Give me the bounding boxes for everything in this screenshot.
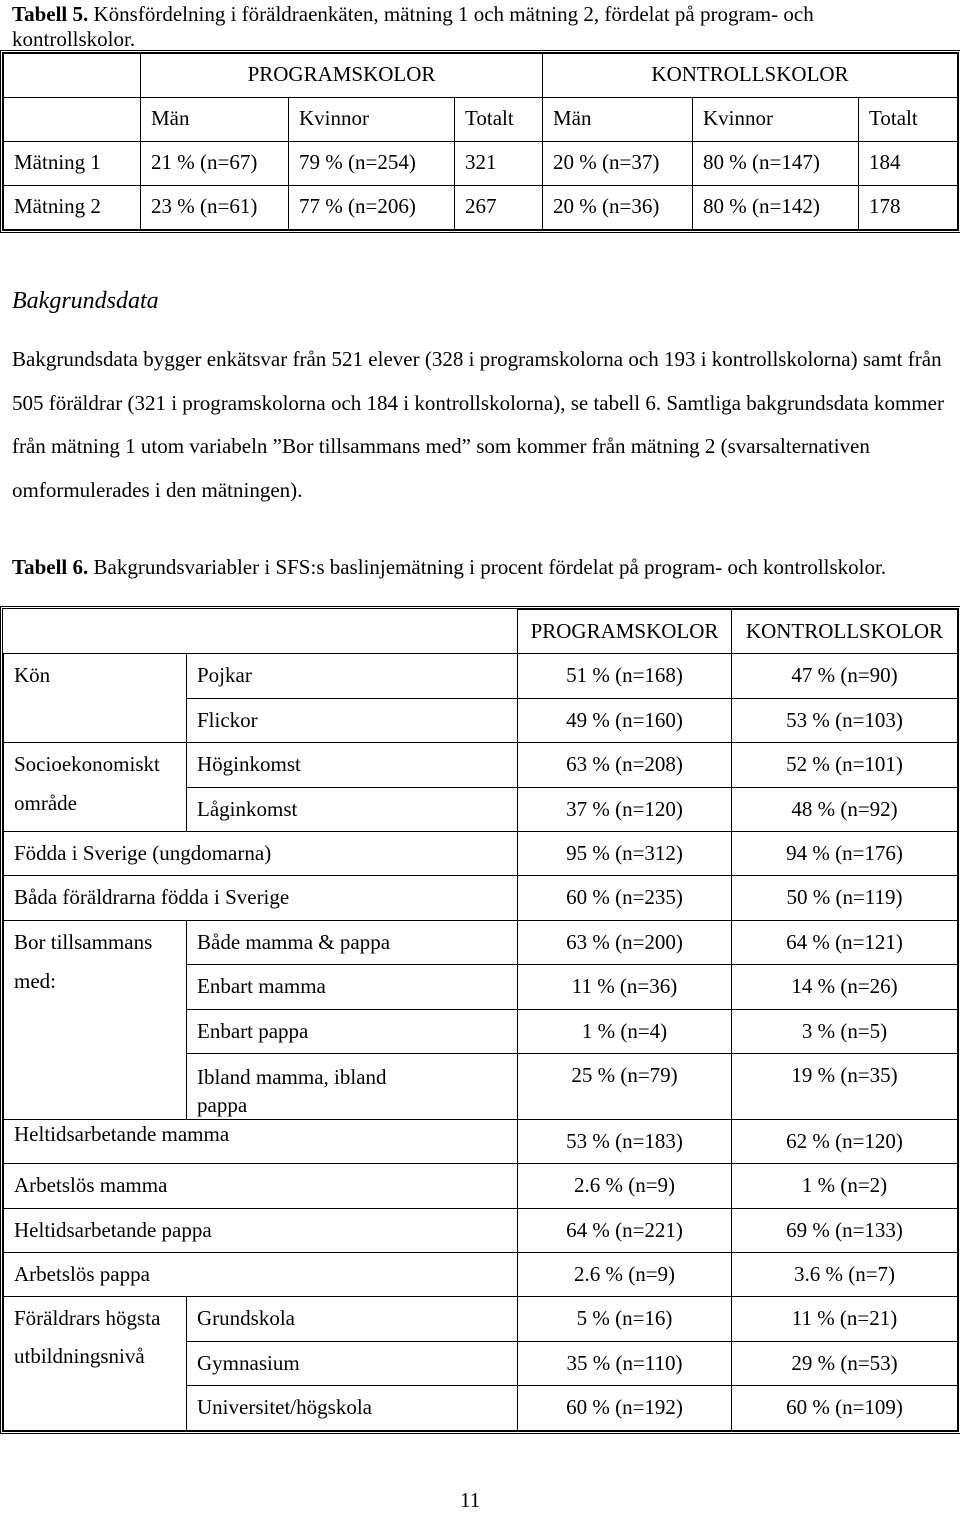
table5-caption-text: Könsfördelning i föräldraenkäten, mätning 1 och mätning 2, fördelat på program- och kontrollskolor. bbox=[12, 2, 814, 51]
table6-empty bbox=[4, 1009, 187, 1053]
table6-cell: 48 % (n=92) bbox=[732, 787, 958, 831]
table-row bbox=[4, 1341, 958, 1385]
table6-label: Arbetslös pappa bbox=[4, 1253, 518, 1297]
table-row bbox=[4, 654, 958, 698]
table6-cell: 2.6 % (n=9) bbox=[518, 1164, 732, 1208]
table6-cell: 25 % (n=79) bbox=[518, 1053, 732, 1119]
table-row bbox=[4, 787, 958, 831]
table6-cell: 53 % (n=103) bbox=[732, 698, 958, 742]
table6-cell: 60 % (n=192) bbox=[518, 1386, 732, 1430]
table5-cell: 23 % (n=61) bbox=[141, 186, 289, 230]
table6-cell: 62 % (n=120) bbox=[732, 1119, 958, 1163]
table6-label: Arbetslös mamma bbox=[4, 1164, 518, 1208]
table6-sub: Både mamma & pappa bbox=[187, 920, 518, 964]
table-row bbox=[4, 1053, 958, 1119]
table6-sub: Låginkomst bbox=[187, 787, 518, 831]
table6-label: Födda i Sverige (ungdomarna) bbox=[4, 831, 518, 875]
table5-caption-bold: Tabell 5. bbox=[12, 2, 89, 26]
section-paragraph: Bakgrundsdata bygger enkätsvar från 521 elever (328 i programskolorna och 193 i kontrollskolorna) samt från 505 föräldrar (321 i programskolorna och 184 i kontrollskolorna), se tabell 6. Samtliga bakgrundsdata kommer från mätning 1 utom variabeln ”Bor tillsammans med” som kommer från mätning 2 (svarsalternativen omformulerades i den mätningen). bbox=[12, 347, 944, 502]
table-row bbox=[4, 698, 958, 742]
table5-sub: Totalt bbox=[859, 98, 958, 142]
table6-kon: Kön bbox=[4, 654, 187, 698]
table5-cell: 20 % (n=37) bbox=[543, 142, 693, 186]
table6-empty bbox=[4, 698, 187, 742]
table-row bbox=[4, 876, 958, 920]
table6-cell: 29 % (n=53) bbox=[732, 1341, 958, 1385]
table6-cell: 49 % (n=160) bbox=[518, 698, 732, 742]
table6-cell: 50 % (n=119) bbox=[732, 876, 958, 920]
table6-sub: Universitet/högskola bbox=[187, 1386, 518, 1430]
table6-col-ctrl: KONTROLLSKOLOR bbox=[732, 610, 958, 654]
table6-cell: 60 % (n=109) bbox=[732, 1386, 958, 1430]
table6 bbox=[3, 609, 958, 1431]
table6-empty bbox=[4, 1053, 187, 1119]
table-row bbox=[4, 142, 958, 186]
table6-caption-text: Bakgrundsvariabler i SFS:s baslinjemätning i procent fördelat på program- och kontrollskolor. bbox=[88, 555, 887, 579]
table5-cell: 80 % (n=147) bbox=[693, 142, 859, 186]
table5-corner bbox=[4, 54, 141, 98]
table5-sub: Män bbox=[543, 98, 693, 142]
table6-cell: 5 % (n=16) bbox=[518, 1297, 732, 1341]
table5-cell: 267 bbox=[455, 186, 543, 230]
table-row bbox=[4, 965, 958, 1009]
table6-sub: Höginkomst bbox=[187, 743, 518, 787]
table6-sub: Flickor bbox=[187, 698, 518, 742]
table6-cell: 60 % (n=235) bbox=[518, 876, 732, 920]
table5-cell: 21 % (n=67) bbox=[141, 142, 289, 186]
table6-corner bbox=[4, 610, 518, 654]
table6-fu1: Föräldrars högsta bbox=[4, 1297, 187, 1341]
table-row bbox=[4, 1297, 958, 1341]
table6-sub-ibland bbox=[187, 1053, 518, 1119]
table5-row-label: Mätning 1 bbox=[4, 142, 141, 186]
table6-cell: 35 % (n=110) bbox=[518, 1341, 732, 1385]
table6-sub: Enbart pappa bbox=[187, 1009, 518, 1053]
table-row bbox=[4, 1119, 958, 1163]
table6-cell: 64 % (n=121) bbox=[732, 920, 958, 964]
section-heading: Bakgrundsdata bbox=[12, 288, 159, 314]
table5-sub: Kvinnor bbox=[289, 98, 455, 142]
page-number: 11 bbox=[460, 1488, 481, 1512]
table5-group-ctrl: KONTROLLSKOLOR bbox=[543, 54, 958, 98]
table6-cell: 1 % (n=2) bbox=[732, 1164, 958, 1208]
table6-label: Båda föräldrarna födda i Sverige bbox=[4, 876, 518, 920]
table-row bbox=[4, 1009, 958, 1053]
table6-sub: Grundskola bbox=[187, 1297, 518, 1341]
table6-cell: 63 % (n=200) bbox=[518, 920, 732, 964]
table6-cell: 63 % (n=208) bbox=[518, 743, 732, 787]
table6-bor1: Bor tillsammans bbox=[4, 920, 187, 964]
table6-sub: Enbart mamma bbox=[187, 965, 518, 1009]
table5-sub: Män bbox=[141, 98, 289, 142]
table-row bbox=[4, 1208, 958, 1252]
table5-sub: Totalt bbox=[455, 98, 543, 142]
table5-cell: 184 bbox=[859, 142, 958, 186]
table5-row-label: Mätning 2 bbox=[4, 186, 141, 230]
table-row bbox=[4, 1164, 958, 1208]
table6-cell: 14 % (n=26) bbox=[732, 965, 958, 1009]
table5-cell: 20 % (n=36) bbox=[543, 186, 693, 230]
table6-caption bbox=[12, 554, 947, 580]
table6-cell: 1 % (n=4) bbox=[518, 1009, 732, 1053]
table6-cell: 2.6 % (n=9) bbox=[518, 1253, 732, 1297]
table5-cell: 80 % (n=142) bbox=[693, 186, 859, 230]
table5-cell: 321 bbox=[455, 142, 543, 186]
table-row bbox=[4, 186, 958, 230]
table6-cell: 69 % (n=133) bbox=[732, 1208, 958, 1252]
table6-label: Heltidsarbetande mamma bbox=[4, 1119, 518, 1163]
table6-cell: 52 % (n=101) bbox=[732, 743, 958, 787]
table-row bbox=[4, 1386, 958, 1430]
table6-bor2: med: bbox=[4, 965, 187, 1009]
table-row bbox=[4, 920, 958, 964]
table-row bbox=[4, 743, 958, 787]
table6-fu2: utbildningsnivå bbox=[4, 1341, 187, 1385]
table6-sub: Gymnasium bbox=[187, 1341, 518, 1385]
table6-cell: 19 % (n=35) bbox=[732, 1053, 958, 1119]
table6-cell: 53 % (n=183) bbox=[518, 1119, 732, 1163]
table5-caption bbox=[12, 2, 942, 52]
table5-cell: 77 % (n=206) bbox=[289, 186, 455, 230]
table6-socio2: område bbox=[4, 787, 187, 831]
table6-ibland-line1: Ibland mamma, ibland bbox=[197, 1064, 387, 1089]
table5-cell: 178 bbox=[859, 186, 958, 230]
table6-sub: Pojkar bbox=[187, 654, 518, 698]
table5 bbox=[3, 53, 958, 230]
table5-sub: Kvinnor bbox=[693, 98, 859, 142]
table6-empty bbox=[4, 1386, 187, 1430]
table-row bbox=[4, 1253, 958, 1297]
table6-cell: 95 % (n=312) bbox=[518, 831, 732, 875]
table6-cell: 37 % (n=120) bbox=[518, 787, 732, 831]
table5-empty bbox=[4, 98, 141, 142]
table6-socio1: Socioekonomiskt bbox=[4, 743, 187, 787]
table6-ibland-line2: pappa bbox=[197, 1092, 248, 1117]
table6-cell: 11 % (n=21) bbox=[732, 1297, 958, 1341]
table6-cell: 3.6 % (n=7) bbox=[732, 1253, 958, 1297]
table6-cell: 64 % (n=221) bbox=[518, 1208, 732, 1252]
table5-cell: 79 % (n=254) bbox=[289, 142, 455, 186]
table-row bbox=[4, 831, 958, 875]
table6-cell: 94 % (n=176) bbox=[732, 831, 958, 875]
table5-group-prog: PROGRAMSKOLOR bbox=[141, 54, 543, 98]
table6-cell: 51 % (n=168) bbox=[518, 654, 732, 698]
table6-cell: 47 % (n=90) bbox=[732, 654, 958, 698]
table6-caption-bold: Tabell 6. bbox=[12, 555, 89, 579]
table6-col-prog: PROGRAMSKOLOR bbox=[518, 610, 732, 654]
table6-cell: 3 % (n=5) bbox=[732, 1009, 958, 1053]
table6-cell: 11 % (n=36) bbox=[518, 965, 732, 1009]
table6-label: Heltidsarbetande pappa bbox=[4, 1208, 518, 1252]
